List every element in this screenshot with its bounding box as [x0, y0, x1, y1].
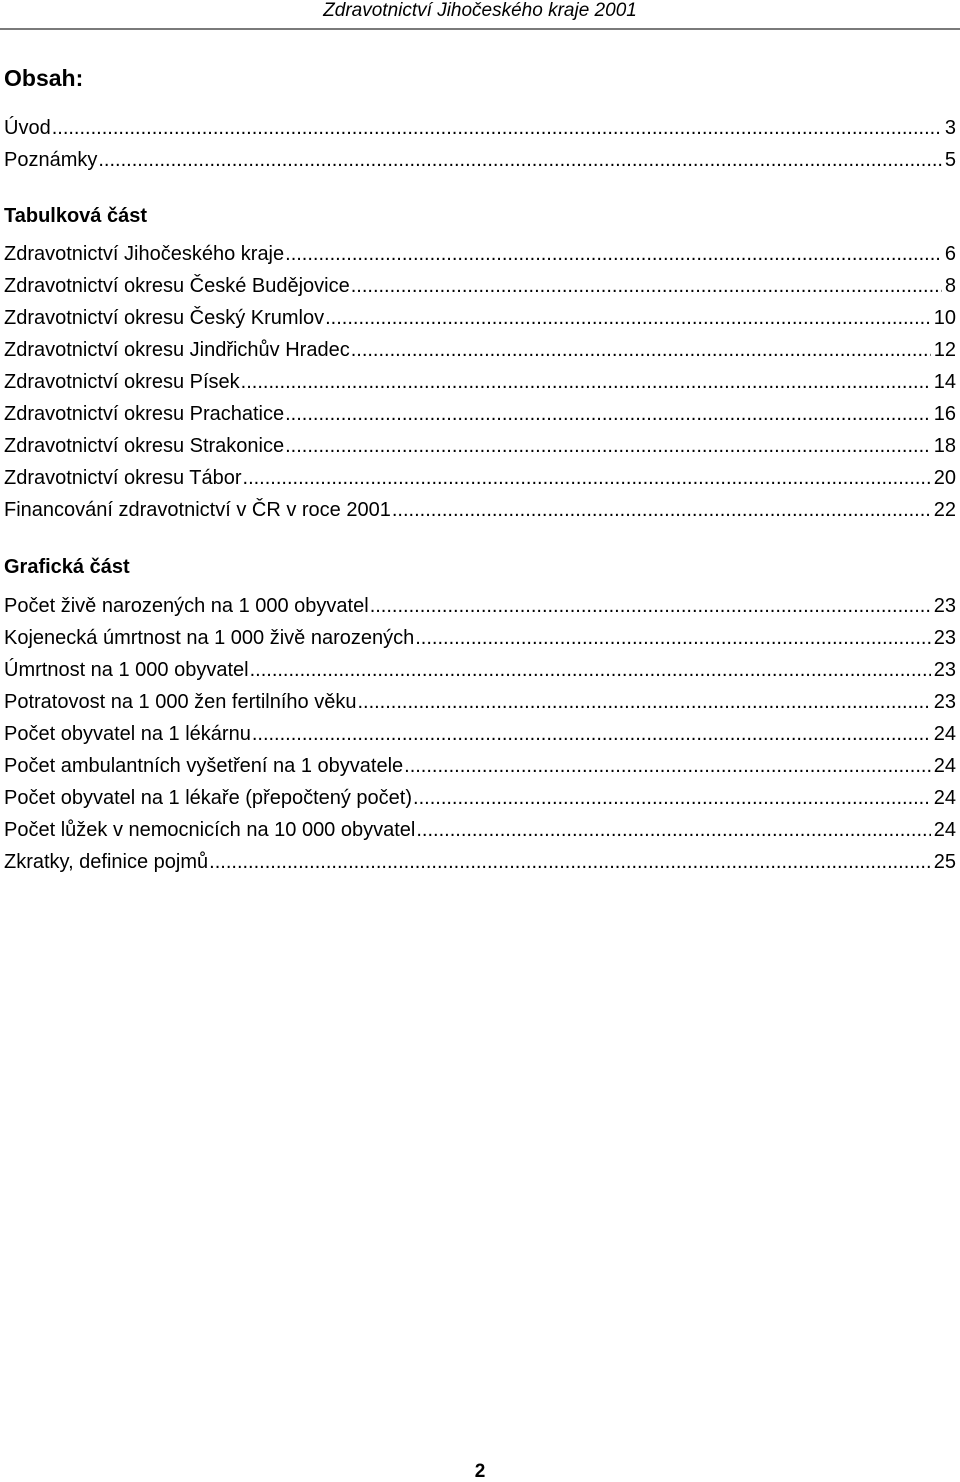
- toc-dot-leader: [404, 752, 931, 780]
- toc-entry-label: Potratovost na 1 000 žen fertilního věku: [4, 691, 357, 713]
- toc-entry-label: Počet živě narozených na 1 000 obyvatel: [4, 595, 369, 617]
- toc-entry-label: Zdravotnictví okresu Prachatice: [4, 403, 285, 425]
- toc-entry-page: 6: [944, 243, 956, 265]
- toc-entry-page: 24: [933, 723, 956, 745]
- toc-entry-uvod[interactable]: [4, 114, 956, 142]
- toc-entry-page: 25: [933, 851, 956, 873]
- page-number: 2: [474, 1461, 486, 1482]
- toc-entry-page: 3: [944, 117, 956, 139]
- toc-entry-poznamky[interactable]: [4, 146, 956, 174]
- toc-entry-label: Zdravotnictví okresu Tábor: [4, 467, 242, 489]
- toc-entry[interactable]: [4, 432, 956, 460]
- toc-entry-page: 16: [933, 403, 956, 425]
- toc-entry-page: 24: [933, 819, 956, 841]
- toc-dot-leader: [416, 816, 930, 844]
- toc-entry[interactable]: [4, 400, 956, 428]
- header-rule: [0, 28, 960, 30]
- toc-dot-leader: [98, 146, 942, 174]
- toc-dot-leader: [250, 656, 931, 684]
- toc-dot-leader: [357, 688, 930, 716]
- toc-dot-leader: [351, 336, 931, 364]
- toc-entry-label: Zkratky, definice pojmů: [4, 851, 209, 873]
- toc-dot-leader: [285, 400, 931, 428]
- toc-entry-page: 23: [933, 659, 956, 681]
- toc-entry-label: Úmrtnost na 1 000 obyvatel: [4, 659, 249, 681]
- toc-entry-page: 18: [933, 435, 956, 457]
- toc-entry-label: Zdravotnictví okresu České Budějovice: [4, 275, 350, 297]
- toc-entry-page: 5: [944, 149, 956, 171]
- toc-dot-leader: [209, 848, 931, 876]
- toc-entry-page: 23: [933, 691, 956, 713]
- toc-entry[interactable]: [4, 752, 956, 780]
- toc-entry-label: Zdravotnictví okresu Strakonice: [4, 435, 285, 457]
- toc-entry-label: Kojenecká úmrtnost na 1 000 živě narozených: [4, 627, 415, 649]
- toc-section-title-graficka: Grafická část: [4, 556, 130, 578]
- toc-entry-page: 14: [933, 371, 956, 393]
- toc-entry[interactable]: [4, 688, 956, 716]
- toc-entry[interactable]: [4, 816, 956, 844]
- toc-entry-page: 20: [933, 467, 956, 489]
- toc-entry[interactable]: [4, 592, 956, 620]
- toc-entry-label: Zdravotnictví Jihočeského kraje: [4, 243, 285, 265]
- toc-entry-label: Zdravotnictví okresu Písek: [4, 371, 240, 393]
- toc-entry[interactable]: [4, 784, 956, 812]
- toc-entry-label: Financování zdravotnictví v ČR v roce 2001: [4, 499, 391, 521]
- toc-section-title-tabulkova: Tabulková část: [4, 205, 148, 227]
- toc-entry-page: 22: [933, 499, 956, 521]
- toc-dot-leader: [285, 432, 931, 460]
- toc-dot-leader: [415, 624, 931, 652]
- toc-entry-label: Počet lůžek v nemocnicích na 10 000 obyvatel: [4, 819, 416, 841]
- toc-entry-label: Počet obyvatel na 1 lékárnu: [4, 723, 251, 745]
- toc-entry[interactable]: [4, 720, 956, 748]
- toc-entry-label: Zdravotnictví okresu Jindřichův Hradec: [4, 339, 350, 361]
- toc-dot-leader: [370, 592, 931, 620]
- toc-entry-page: 12: [933, 339, 956, 361]
- toc-entry-label: Počet obyvatel na 1 lékaře (přepočtený počet): [4, 787, 413, 809]
- toc-entry-page: 24: [933, 755, 956, 777]
- toc-entry[interactable]: [4, 336, 956, 364]
- toc-entry-label: Počet ambulantních vyšetření na 1 obyvatele: [4, 755, 404, 777]
- toc-dot-leader: [392, 496, 931, 524]
- toc-entry-label: Poznámky: [4, 149, 98, 171]
- toc-heading: Obsah:: [4, 65, 84, 91]
- toc-entry[interactable]: [4, 496, 956, 524]
- toc-entry-page: 24: [933, 787, 956, 809]
- toc-entry[interactable]: [4, 624, 956, 652]
- toc-dot-leader: [285, 240, 942, 268]
- toc-dot-leader: [52, 114, 942, 142]
- toc-entry[interactable]: [4, 304, 956, 332]
- toc-entry[interactable]: [4, 656, 956, 684]
- toc-dot-leader: [252, 720, 931, 748]
- toc-entry[interactable]: [4, 464, 956, 492]
- toc-entry-page: 8: [944, 275, 956, 297]
- toc-dot-leader: [413, 784, 931, 812]
- toc-dot-leader: [325, 304, 931, 332]
- running-header: Zdravotnictví Jihočeského kraje 2001: [323, 0, 637, 21]
- toc-entry[interactable]: [4, 272, 956, 300]
- toc-entry-page: 23: [933, 627, 956, 649]
- toc-dot-leader: [241, 368, 931, 396]
- toc-entry[interactable]: [4, 368, 956, 396]
- toc-entry[interactable]: [4, 848, 956, 876]
- toc-entry-label: Zdravotnictví okresu Český Krumlov: [4, 307, 325, 329]
- toc-entry[interactable]: [4, 240, 956, 268]
- toc-entry-page: 10: [933, 307, 956, 329]
- toc-dot-leader: [351, 272, 942, 300]
- toc-dot-leader: [243, 464, 931, 492]
- toc-entry-page: 23: [933, 595, 956, 617]
- toc-entry-label: Úvod: [4, 117, 51, 139]
